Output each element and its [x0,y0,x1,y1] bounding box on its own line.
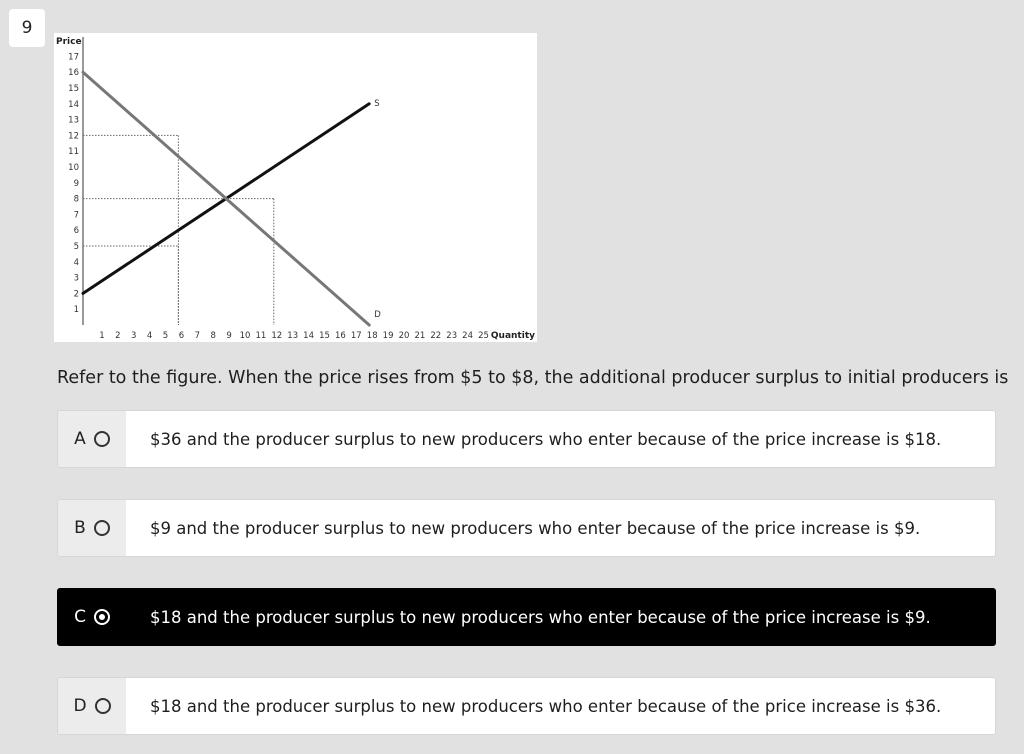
x-tick-label: 18 [366,331,378,341]
x-tick-label: 19 [382,331,394,341]
y-tick-label: 10 [68,163,79,173]
option-a[interactable] [57,410,996,468]
radio-icon[interactable] [94,520,110,536]
x-tick-label: 14 [303,331,315,341]
question-text: Refer to the figure. When the price rises from $5 to $8, the additional producer surplus to initial producers is [57,368,1009,388]
y-tick-label: 2 [73,289,79,300]
option-c-text: $18 and the producer surplus to new producers who enter because of the price increase is $9. [150,607,931,627]
y-tick-label: 17 [68,52,79,63]
supply-demand-chart [54,33,537,342]
y-tick-label: 15 [68,84,79,94]
y-tick-label: 3 [73,273,79,284]
option-a-text: $36 and the producer surplus to new producers who enter because of the price increase is $18. [150,429,942,449]
question-number: 9 [9,9,45,47]
x-tick-label: 10 [239,331,251,341]
y-axis-label: Price [56,37,82,47]
x-tick-label: 2 [115,331,121,341]
option-d-tag [58,678,126,734]
y-tick-label: 6 [73,226,79,237]
option-c-tag [58,589,126,645]
option-d[interactable] [57,677,996,735]
x-tick-label: 7 [194,331,201,341]
x-tick-label: 15 [319,331,330,341]
x-tick-label: 16 [334,331,346,341]
radio-icon[interactable] [94,431,110,447]
y-tick-label: 13 [68,115,79,126]
option-d-text: $18 and the producer surplus to new producers who enter because of the price increase is $36. [150,696,942,716]
x-axis-label: Quantity [490,331,535,341]
y-tick-label: 9 [73,178,79,189]
x-tick-label: 6 [178,331,185,341]
x-tick-label: 11 [255,331,267,341]
option-c-letter: C [74,607,86,627]
x-tick-label: 9 [226,331,232,341]
x-tick-label: 5 [162,331,169,341]
x-tick-label: 21 [414,331,426,341]
x-tick-label: 8 [210,331,216,341]
y-tick-label: 8 [73,194,79,205]
x-tick-label: 24 [462,331,474,341]
y-tick-label: 12 [68,131,79,142]
supply-label: S [374,98,380,109]
x-tick-label: 3 [130,331,137,341]
supply-demand-figure [54,33,537,342]
y-tick-label: 16 [68,68,79,79]
option-b-text: $9 and the producer surplus to new producers who enter because of the price increase is $9. [150,518,921,538]
option-b-tag [58,500,126,556]
x-tick-label: 22 [430,331,442,341]
radio-icon[interactable] [95,698,111,714]
y-tick-label: 11 [68,147,79,158]
option-d-letter: D [73,696,87,716]
x-tick-label: 1 [99,331,105,341]
demand-label: D [374,310,381,320]
x-tick-label: 13 [287,331,299,341]
option-b-letter: B [74,518,86,538]
x-tick-label: 23 [446,331,458,341]
y-tick-label: 14 [68,99,79,110]
option-a-letter: A [74,429,86,449]
y-tick-label: 1 [73,305,79,316]
y-tick-label: 5 [73,242,79,252]
x-tick-label: 12 [271,331,283,341]
option-a-tag [58,411,126,467]
radio-selected-icon[interactable] [94,609,110,625]
x-tick-label: 25 [478,331,489,341]
y-tick-label: 7 [73,210,79,221]
x-tick-label: 4 [146,331,153,341]
option-b[interactable] [57,499,996,557]
y-tick-label: 4 [73,257,79,268]
x-tick-label: 20 [398,331,410,341]
option-c[interactable] [57,588,996,646]
x-tick-label: 17 [350,331,362,341]
